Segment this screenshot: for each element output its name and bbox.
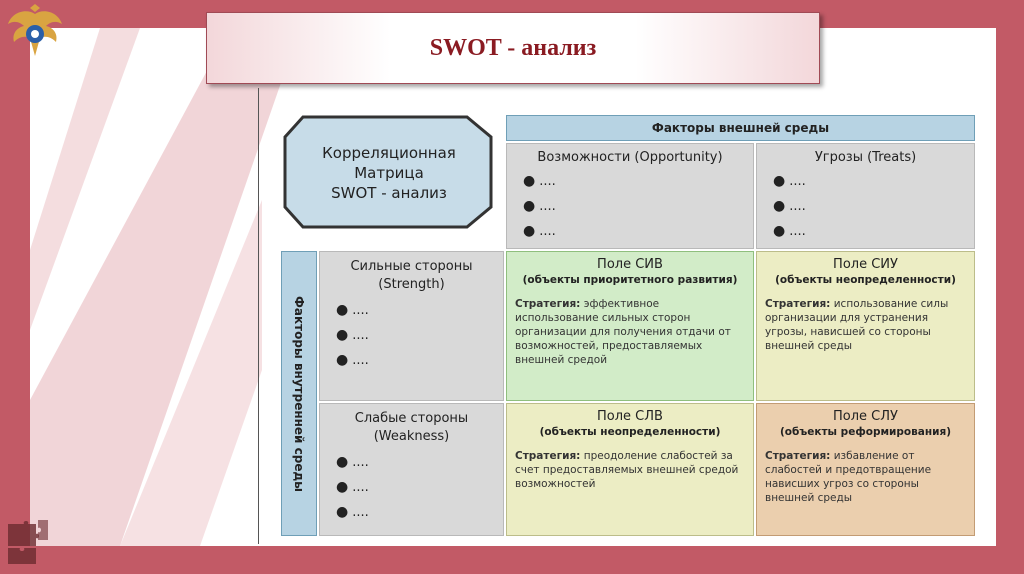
list-item: ● .... [336, 454, 369, 470]
field-slv [506, 403, 754, 536]
field-siu-subtitle: (объекты неопределенности) [775, 274, 956, 286]
list-item: ● .... [523, 223, 556, 239]
list-item: ● .... [336, 479, 369, 495]
swot-matrix [279, 113, 977, 538]
field-siu-strategy: Стратегия: использование силы организации для устранения угрозы, нависшей со стороны внешней среды [765, 298, 949, 352]
list-item: ● .... [336, 352, 369, 368]
opportunities-title: Возможности (Opportunity) [537, 150, 723, 165]
slide-title: SWOT - анализ [429, 35, 597, 61]
field-slv-strategy: Стратегия: преодоление слабостей за счет предоставляемых внешней средой возможностей [515, 450, 739, 490]
opportunities-cell [506, 143, 754, 249]
weaknesses-cell [319, 403, 504, 536]
threats-title: Угрозы (Treats) [814, 150, 917, 165]
list-item: ● .... [773, 198, 806, 214]
field-siv [506, 251, 754, 401]
field-siv-title: Поле СИВ [597, 257, 663, 272]
divider-line [258, 88, 259, 544]
internal-factors-label: Факторы внутренней среды [292, 295, 306, 492]
field-slu-title: Поле СЛУ [833, 409, 898, 424]
threats-cell [756, 143, 975, 249]
list-item: ● .... [773, 223, 806, 239]
list-item: ● .... [523, 173, 556, 189]
field-slu-subtitle: (объекты реформирования) [779, 426, 952, 438]
field-siv-subtitle: (объекты приоритетного развития) [522, 274, 738, 286]
field-slv-subtitle: (объекты неопределенности) [539, 426, 721, 438]
field-siv-strategy: Стратегия: эффективное использование сильных сторон организации для получения отдачи от возможностей, предоставляемых внешней средой [515, 298, 731, 366]
title-banner [206, 12, 820, 84]
field-siu [756, 251, 975, 401]
field-siu-title: Поле СИУ [833, 257, 898, 272]
strengths-title: Сильные стороны (Strength) [350, 259, 473, 292]
weaknesses-title: Слабые стороны (Weakness) [354, 411, 469, 444]
field-slu-strategy: Стратегия: избавление от слабостей и предотвращение нависших угроз со стороны внешней среды [765, 450, 932, 504]
strengths-cell [319, 251, 504, 401]
eagle-emblem-icon [4, 4, 66, 66]
list-item: ● .... [773, 173, 806, 189]
list-item: ● .... [523, 198, 556, 214]
list-item: ● .... [336, 504, 369, 520]
list-item: ● .... [336, 302, 369, 318]
puzzle-icon [6, 518, 50, 566]
corner-label: Корреляционная Матрица SWOT - анализ [322, 144, 456, 202]
field-slu [756, 403, 975, 536]
list-item: ● .... [336, 327, 369, 343]
internal-factors-header [281, 251, 317, 536]
external-factors-header: Факторы внешней среды [506, 115, 975, 141]
field-slv-title: Поле СЛВ [597, 409, 663, 424]
